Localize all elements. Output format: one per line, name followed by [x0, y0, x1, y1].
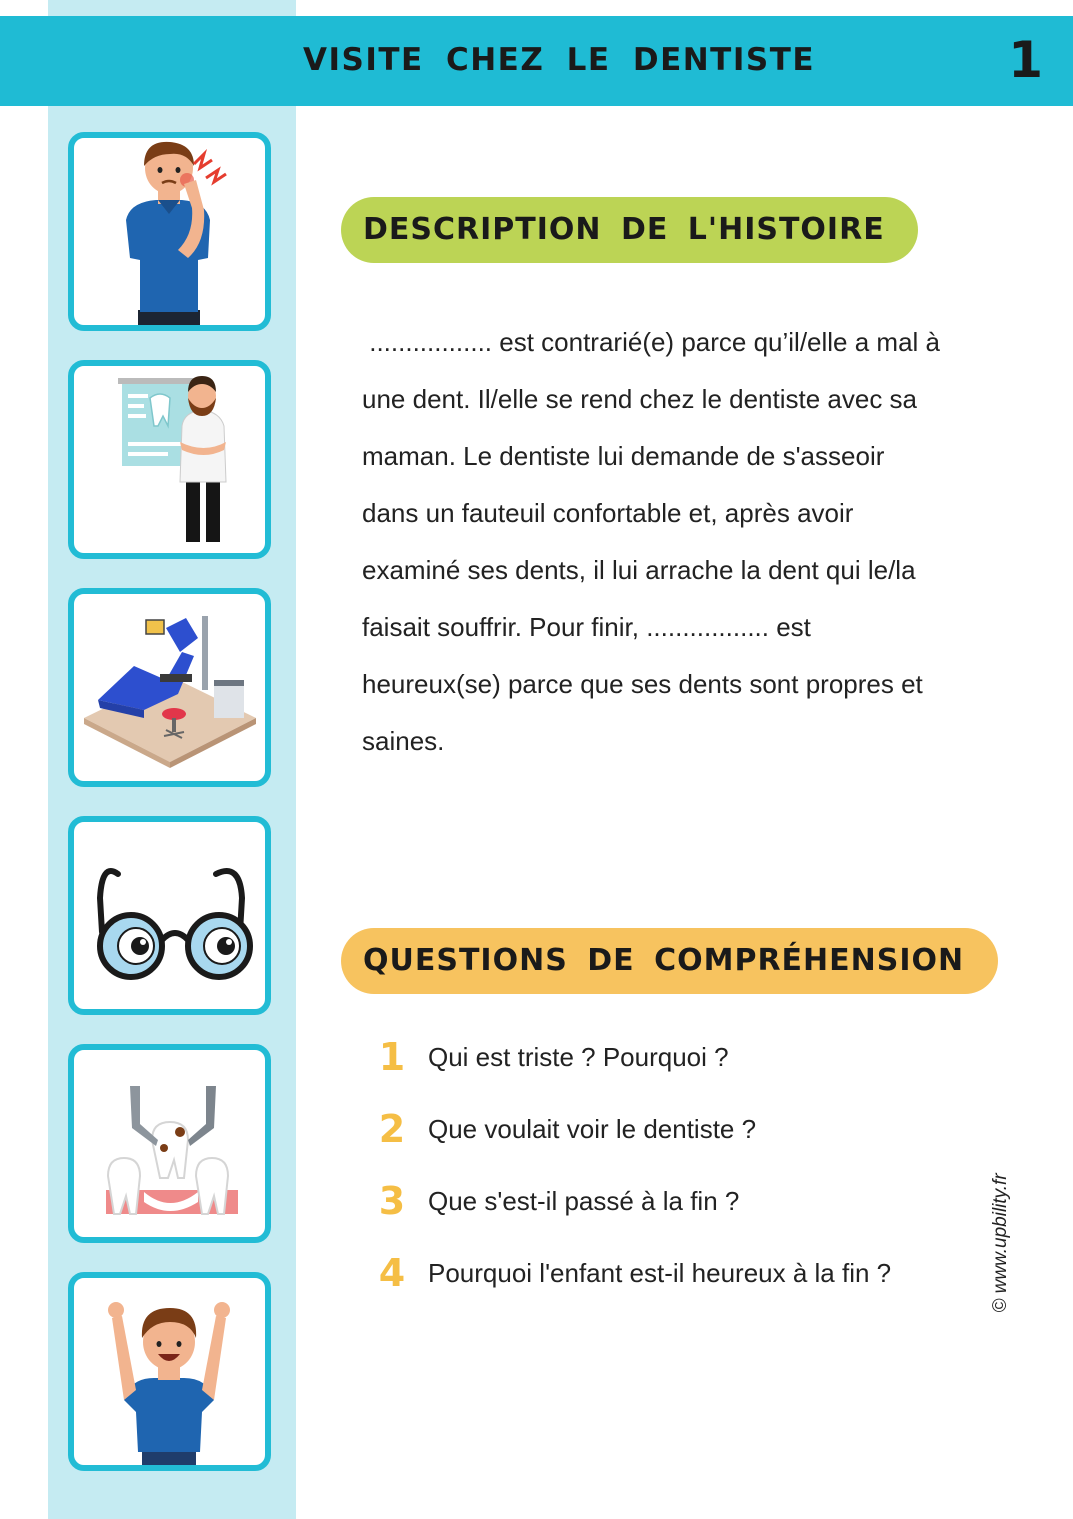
- picture-card-extraction: [68, 1044, 271, 1243]
- dental-chair-icon: [74, 594, 265, 781]
- question-text: Qui est triste ? Pourquoi ?: [428, 1042, 729, 1072]
- page-number: 1: [1008, 31, 1043, 89]
- picture-card-glasses: [68, 816, 271, 1015]
- story-line: examiné ses dents, il lui arrache la dent qui le/la: [362, 555, 916, 585]
- description-heading: DESCRIPTION DE L'HISTOIRE: [341, 197, 918, 263]
- story-line: ................. est contrarié(e) parce qu’il/elle a mal à: [362, 327, 941, 357]
- question-number: 2: [378, 1107, 406, 1151]
- toothache-boy-icon: [74, 138, 265, 325]
- picture-card-happy-boy: [68, 1272, 271, 1471]
- question-number: 3: [378, 1179, 406, 1223]
- story-line: saines.: [362, 726, 445, 756]
- story-line: une dent. Il/elle se rend chez le dentiste avec sa: [362, 384, 918, 414]
- happy-boy-icon: [74, 1278, 265, 1465]
- question-number: 1: [378, 1035, 406, 1079]
- question-text: Que s'est-il passé à la fin ?: [428, 1186, 740, 1216]
- dentist-icon: [74, 366, 265, 553]
- questions-heading: QUESTIONS DE COMPRÉHENSION: [341, 928, 998, 994]
- tooth-extraction-icon: [74, 1050, 265, 1237]
- question-number: 4: [378, 1251, 406, 1295]
- story-line: heureux(se) parce que ses dents sont propres et: [362, 669, 923, 699]
- question-text: Pourquoi l'enfant est-il heureux à la fin ?: [428, 1258, 892, 1288]
- glasses-eyes-icon: [74, 822, 265, 1009]
- picture-card-dental-chair: [68, 588, 271, 787]
- picture-card-dentist: [68, 360, 271, 559]
- page-title: VISITE CHEZ LE DENTISTE: [302, 42, 816, 78]
- picture-card-toothache: [68, 132, 271, 331]
- copyright-notice: © www.upbility.fr: [990, 1173, 1011, 1313]
- story-line: dans un fauteuil confortable et, après avoir: [362, 498, 854, 528]
- header-bar: [0, 16, 1073, 106]
- story-text: [362, 314, 1022, 770]
- story-line: faisait souffrir. Pour finir, ................. est: [362, 612, 811, 642]
- story-line: maman. Le dentiste lui demande de s'asseoir: [362, 441, 885, 471]
- question-text: Que voulait voir le dentiste ?: [428, 1114, 757, 1144]
